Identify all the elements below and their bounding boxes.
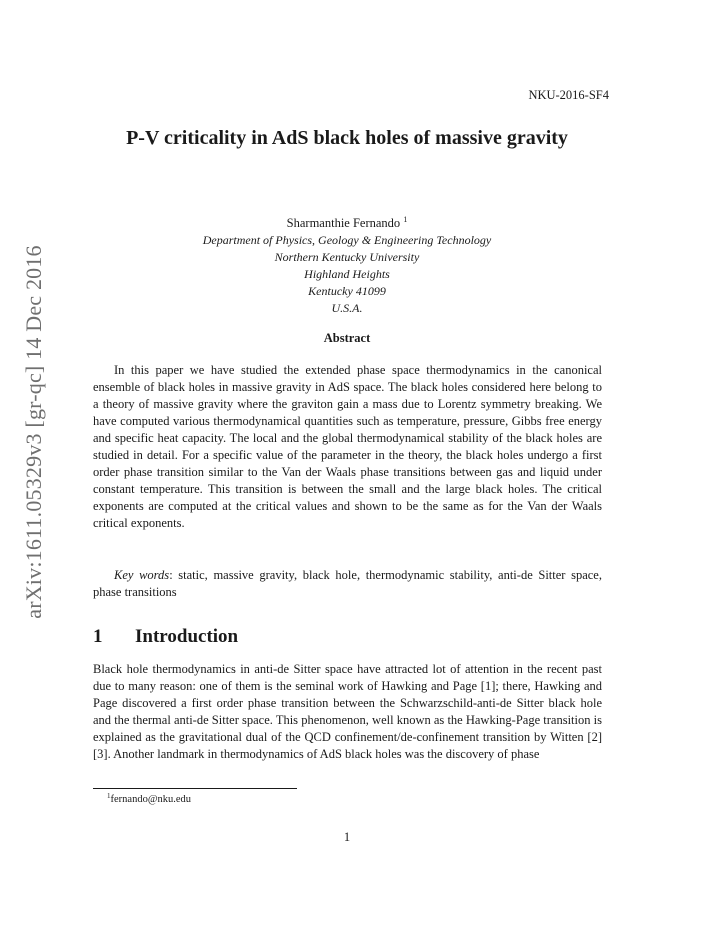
report-number: NKU-2016-SF4 — [528, 88, 609, 102]
abstract-heading: Abstract — [323, 331, 371, 345]
footnote — [107, 792, 191, 805]
page-number: 1 — [343, 830, 351, 844]
footnote-email: fernando@nku.edu — [110, 794, 192, 805]
affiliation-university: Northern Kentucky University — [274, 250, 420, 264]
footnote-mark: 1 — [107, 792, 111, 800]
paper-title: P-V criticality in AdS black holes of massive gravity — [126, 127, 568, 149]
section-heading — [93, 626, 238, 648]
affiliation-city: Highland Heights — [304, 267, 390, 281]
footnote-rule — [93, 788, 297, 789]
author-footnote-mark: 1 — [403, 215, 408, 224]
author-block — [92, 211, 602, 317]
affiliation-state: Kentucky 41099 — [308, 284, 386, 298]
keywords-text: : static, massive gravity, black hole, thermodynamic stability, anti-de Sitter space, phase transitions — [93, 568, 602, 599]
section-number: 1 — [93, 626, 103, 647]
affiliation-department: Department of Physics, Geology & Engineering Technology — [202, 233, 492, 247]
keywords-label: Key words — [114, 568, 170, 582]
abstract-text: In this paper we have studied the extended phase space thermodynamics in the canonical ensemble of black holes in massive gravity in AdS space. The black holes considered here belong to a theory of massive gravity where the graviton gain a mass due to Lorentz symmetry breaking. We have computed various thermodynamical quantities such as temperature, pressure, Gibbs free energy and specific heat capacity. The local and the global thermodynamical stability of the black holes are studied in detail. For a specific value of the parameter in the theory, the black holes undergo a first order phase transition similar to the Van der Waals phase transitions between gas and liquid under constant temperature. This transition is between the small and the large black holes. The critical exponents are computed at the critical values and shown to be the same as for the Van der Waals critical exponents. — [93, 363, 602, 530]
keywords — [93, 567, 602, 601]
author-name: Sharmanthie Fernando — [286, 216, 401, 230]
introduction-text: Black hole thermodynamics in anti-de Sitter space have attracted lot of attention in the recent past due to many reason: one of them is the seminal work of Hawking and Page [1]; there, Hawking and Page discovered a first order phase transition between the Schwarzschild-anti-de Sitter black hole and the thermal anti-de Sitter space. This phenomenon, well known as the Hawking-Page transition is explained as the gravitational dual of the QCD confinement/de-confinement transition by Witten [2] [3]. Another landmark in thermodynamics of AdS black holes was the discovery of phase — [93, 662, 602, 761]
author-line — [92, 211, 602, 232]
arxiv-identifier-stamp: arXiv:1611.05329v3 [gr-qc] 14 Dec 2016 — [21, 245, 46, 619]
affiliation-country: U.S.A. — [331, 301, 363, 315]
section-title: Introduction — [135, 626, 239, 647]
